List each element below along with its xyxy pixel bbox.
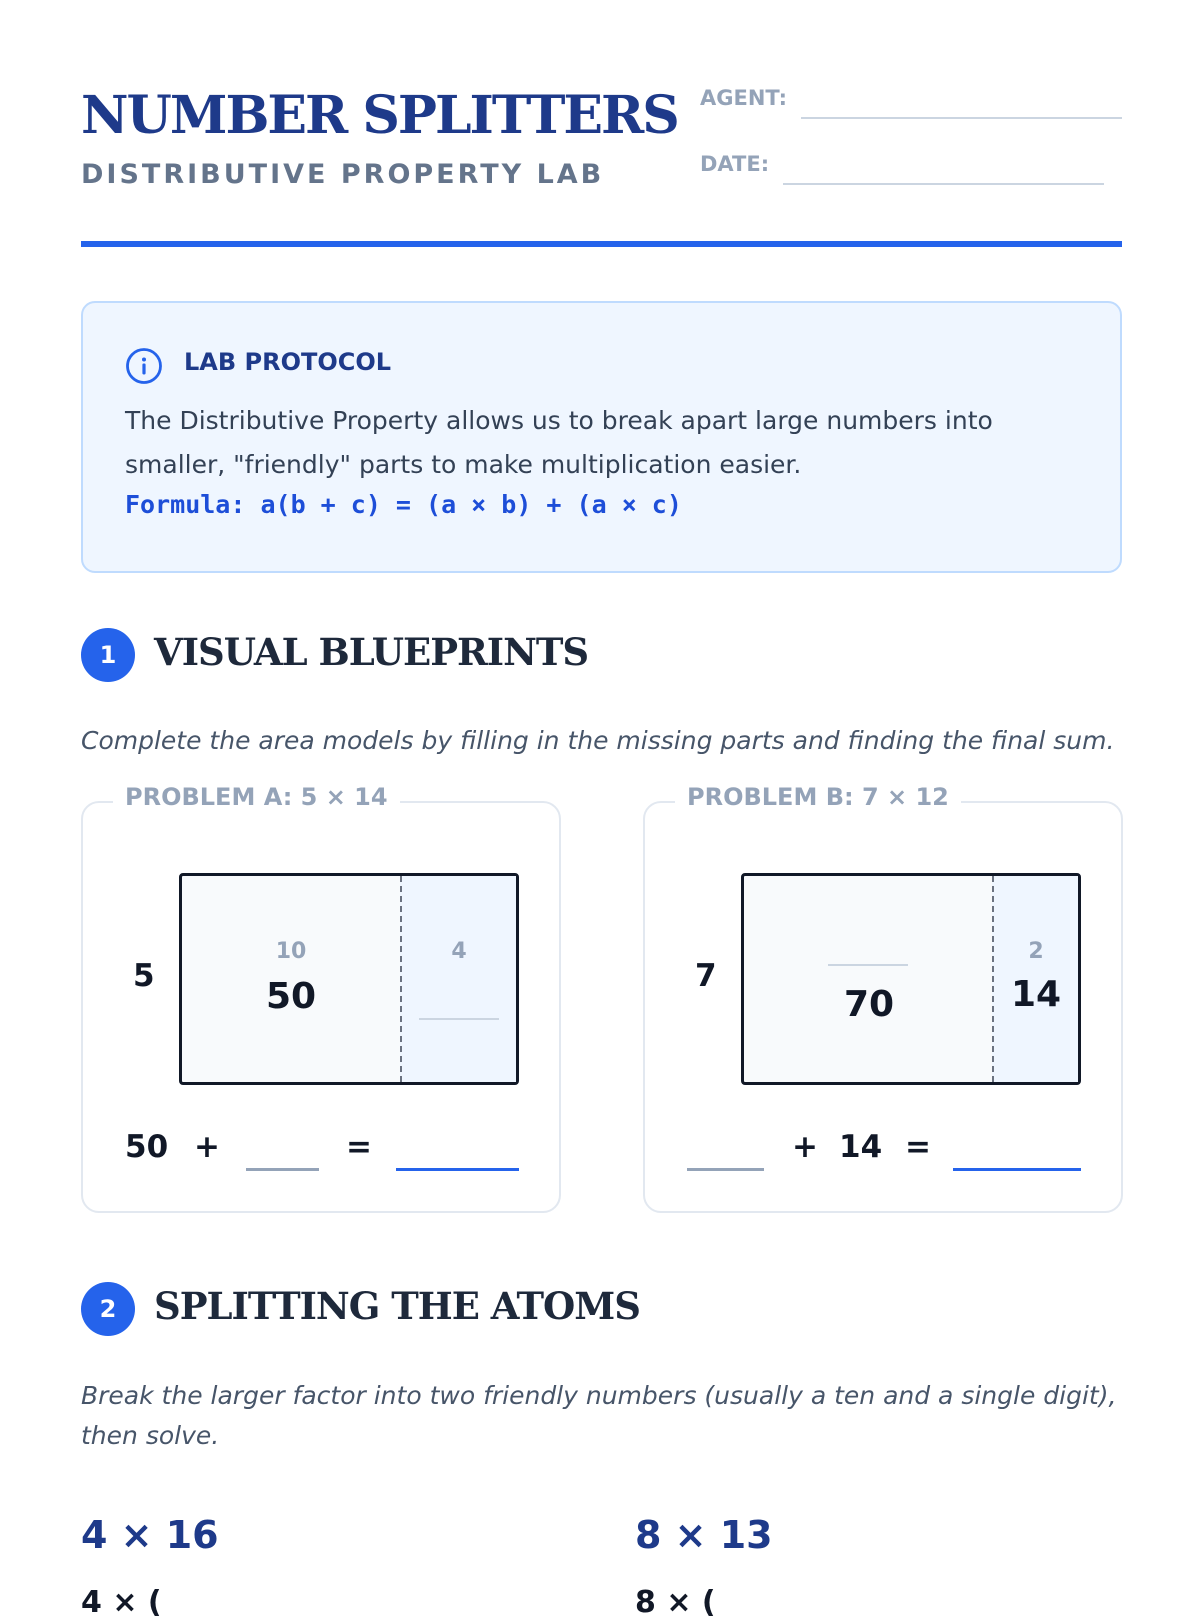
page-subtitle: DISTRIBUTIVE PROPERTY LAB	[81, 159, 605, 190]
left-product: 70	[843, 984, 895, 1025]
sum-blank[interactable]	[396, 1168, 519, 1171]
problem-card-b	[643, 783, 1123, 1213]
exercise-split-start: 8 × (	[635, 1585, 716, 1620]
section-instructions: Complete the area models by filling in the missing parts and finding the final sum.	[81, 726, 1115, 755]
date-label: DATE:	[700, 152, 770, 176]
section-title: SPLITTING THE ATOMS	[154, 1284, 640, 1328]
right-section	[992, 876, 1078, 1082]
equals-sign: =	[905, 1129, 931, 1165]
protocol-title: LAB PROTOCOL	[184, 348, 392, 376]
sum-blank[interactable]	[953, 1168, 1081, 1171]
problem-card-a	[81, 783, 561, 1213]
right-product-blank[interactable]	[419, 1018, 499, 1020]
left-product: 50	[265, 976, 317, 1017]
right-section	[400, 876, 516, 1082]
section-number-badge: 1	[81, 628, 135, 682]
page-title: NUMBER SPLITTERS	[81, 85, 678, 146]
first-addend-blank[interactable]	[687, 1168, 764, 1171]
side-dimension: 5	[133, 958, 155, 994]
section-title: VISUAL BLUEPRINTS	[154, 630, 589, 674]
right-dimension: 4	[451, 939, 467, 964]
equals-sign: =	[346, 1129, 372, 1165]
area-model	[741, 873, 1081, 1085]
protocol-description: The Distributive Property allows us to break apart large numbers into smaller, "friendly" parts to make multiplication easier.	[125, 406, 993, 479]
plus-sign: +	[194, 1129, 220, 1165]
first-addend: 50	[125, 1129, 169, 1165]
plus-sign: +	[792, 1129, 818, 1165]
lab-protocol-box	[81, 301, 1122, 573]
protocol-formula: Formula: a(b + c) = (a × b) + (a × c)	[125, 490, 682, 519]
area-model	[179, 873, 519, 1085]
second-addend-blank[interactable]	[246, 1168, 319, 1171]
right-dimension: 2	[1028, 939, 1044, 964]
left-dimension-blank[interactable]	[828, 964, 908, 966]
exercise-problem: 4 × 16	[81, 1513, 219, 1557]
problem-legend: PROBLEM B: 7 × 12	[675, 783, 961, 811]
right-product: 14	[1010, 974, 1062, 1015]
info-icon	[125, 347, 163, 385]
agent-label: AGENT:	[700, 86, 787, 110]
section-instructions: Break the larger factor into two friendly numbers (usually a ten and a single digit), then solve.	[81, 1381, 1117, 1450]
side-dimension: 7	[695, 958, 717, 994]
worksheet-header	[81, 84, 1122, 248]
exercise-problem: 8 × 13	[635, 1513, 773, 1557]
section-number-badge: 2	[81, 1282, 135, 1336]
date-field[interactable]	[783, 183, 1104, 185]
exercise-split-start: 4 × (	[81, 1585, 162, 1620]
second-addend: 14	[839, 1129, 883, 1165]
problem-legend: PROBLEM A: 5 × 14	[113, 783, 400, 811]
header-divider	[81, 241, 1122, 247]
left-dimension: 10	[275, 939, 307, 964]
agent-field[interactable]	[801, 117, 1122, 119]
